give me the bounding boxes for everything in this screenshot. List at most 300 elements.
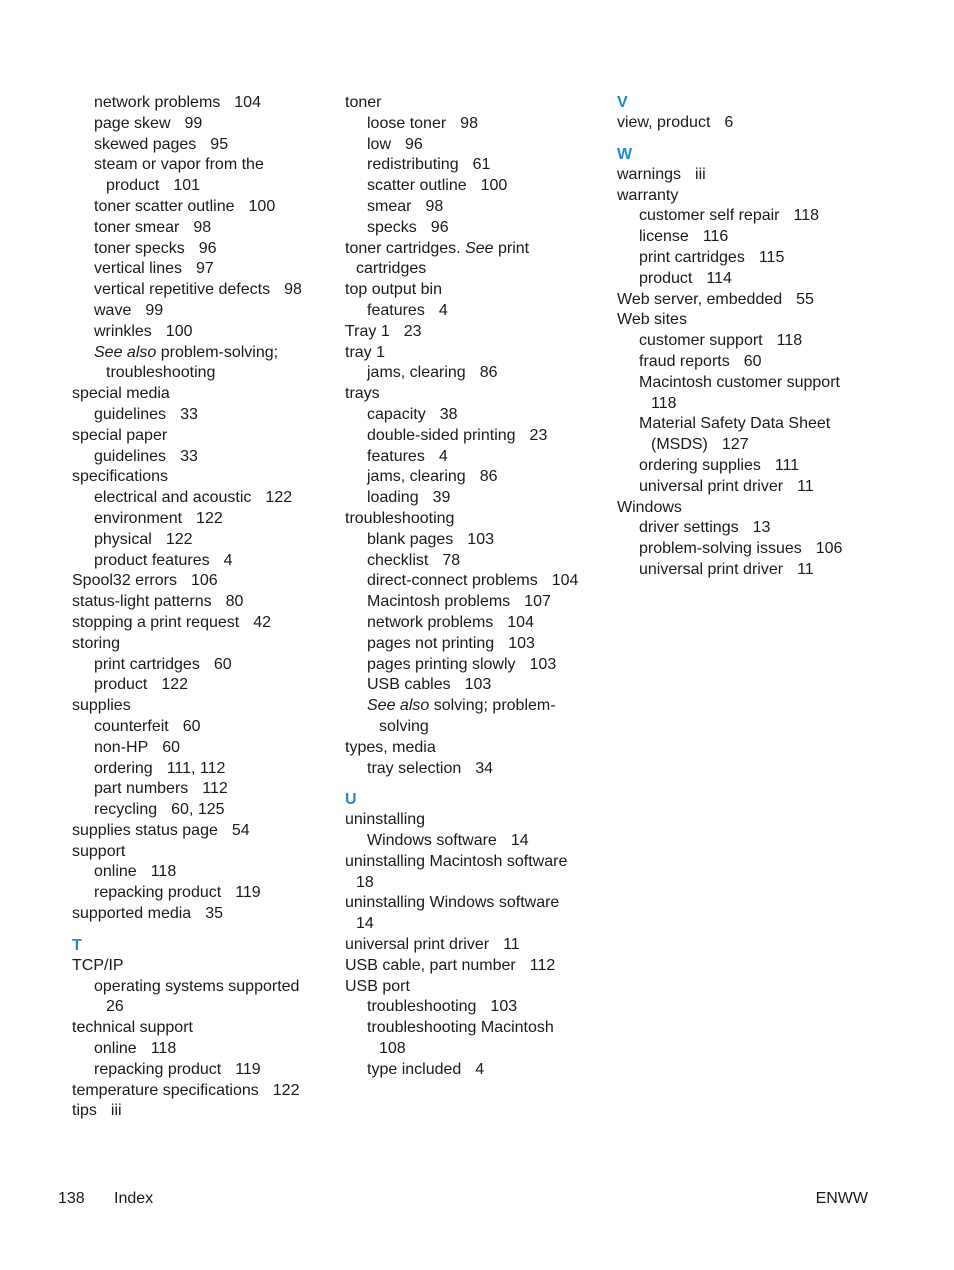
entry-text: warranty <box>617 186 679 204</box>
index-entry <box>72 1081 327 1102</box>
entry-text: uninstalling Windows software <box>345 894 560 912</box>
index-subentry <box>72 343 327 364</box>
entry-text: trays <box>345 385 380 403</box>
index-entry-continuation <box>345 873 600 894</box>
entry-text: supported media <box>72 905 192 923</box>
entry-text: Web sites <box>617 311 687 329</box>
page-reference: 61 <box>472 156 491 174</box>
index-subentry <box>345 447 600 468</box>
entry-text: counterfeit <box>94 717 169 735</box>
page-reference: 14 <box>356 915 374 933</box>
entry-text: vertical lines <box>94 260 183 278</box>
entry-text: warnings <box>617 165 682 183</box>
entry-text: product <box>639 269 693 287</box>
index-column-1 <box>72 93 327 1122</box>
entry-text: Tray 1 <box>345 322 390 340</box>
entry-text: double-sided printing <box>367 426 516 444</box>
page-reference: iii <box>695 165 706 183</box>
index-subentry <box>72 488 327 509</box>
index-subentry <box>345 405 600 426</box>
index-entry-continuation <box>345 914 600 935</box>
index-subentry <box>617 248 917 269</box>
index-subentry <box>72 759 327 780</box>
index-subentry <box>345 114 600 135</box>
entry-text: capacity <box>367 405 426 423</box>
index-subentry <box>617 414 917 435</box>
index-subentry <box>617 352 917 373</box>
page-reference: 6 <box>724 114 734 131</box>
index-entry <box>72 1101 327 1122</box>
index-entry <box>72 384 327 405</box>
page-reference: 118 <box>793 207 820 225</box>
page-reference: iii <box>110 1102 122 1120</box>
page-reference: 4 <box>438 301 448 319</box>
entry-text: jams, clearing <box>367 364 466 382</box>
page-reference: 13 <box>752 519 771 537</box>
entry-text: physical <box>94 530 152 548</box>
index-subentry <box>345 363 600 384</box>
entry-text: low <box>367 135 392 153</box>
page-reference: 103 <box>464 676 492 694</box>
index-entry-continuation <box>617 435 917 456</box>
entry-text: features <box>367 301 425 319</box>
entry-text: license <box>639 228 689 246</box>
entry-text: pages not printing <box>367 634 495 652</box>
page-reference: 98 <box>460 114 478 132</box>
page-reference: 60 <box>213 655 232 673</box>
page-reference: 11 <box>797 560 814 578</box>
index-entry <box>345 280 600 301</box>
entry-text: solving; problem- <box>433 697 556 715</box>
entry-text: top output bin <box>345 281 442 299</box>
index-subentry <box>72 197 327 218</box>
index-subentry <box>617 539 917 560</box>
page-reference: 99 <box>184 114 203 132</box>
see-also-label: See also <box>367 697 430 715</box>
entry-text: driver settings <box>639 519 739 537</box>
index-entry-continuation <box>72 176 327 197</box>
index-entry <box>72 956 327 977</box>
entry-text: specks <box>367 218 417 236</box>
page-reference: 118 <box>651 394 677 412</box>
page-reference: 100 <box>165 322 193 340</box>
page-number: 138 <box>58 1190 85 1207</box>
entry-text: universal print driver <box>639 560 784 578</box>
index-subentry <box>72 155 327 176</box>
page-reference: 97 <box>196 260 214 278</box>
index-entry <box>345 893 600 914</box>
page-reference: 39 <box>432 489 451 507</box>
index-entry-continuation <box>72 363 327 384</box>
page-reference: 14 <box>510 832 529 850</box>
page-reference: 122 <box>196 509 223 527</box>
index-subentry <box>72 322 327 343</box>
index-subentry <box>72 93 327 114</box>
entry-text: toner scatter outline <box>94 197 235 215</box>
page-reference: 108 <box>379 1040 406 1058</box>
entry-text: vertical repetitive defects <box>94 281 271 299</box>
entry-text: repacking product <box>94 1060 222 1078</box>
index-subentry <box>345 488 600 509</box>
page-reference: 33 <box>180 447 198 465</box>
page-reference: 104 <box>507 613 534 631</box>
page-reference: 60 <box>743 352 762 370</box>
entry-text: (MSDS) <box>651 436 708 454</box>
index-subentry <box>72 977 327 998</box>
page-reference: 96 <box>198 239 217 257</box>
entry-text: status-light patterns <box>72 593 212 611</box>
see-also-label: See also <box>94 343 157 361</box>
page-reference: 112 <box>202 780 228 798</box>
index-entry <box>72 634 327 655</box>
index-column-3 <box>617 93 917 581</box>
entry-text: checklist <box>367 551 429 569</box>
page-reference: 119 <box>235 884 261 902</box>
index-subentry <box>345 634 600 655</box>
entry-text: scatter outline <box>367 177 467 195</box>
page-reference: 4 <box>223 551 233 569</box>
index-subentry <box>345 426 600 447</box>
entry-text: ordering supplies <box>639 456 761 474</box>
index-entry <box>345 93 600 114</box>
entry-text: USB cable, part number <box>345 956 516 974</box>
index-subentry <box>72 218 327 239</box>
page-reference: 60, 125 <box>171 801 225 819</box>
index-entry <box>345 810 600 831</box>
index-entry <box>617 310 917 331</box>
index-subentry <box>617 227 917 248</box>
entry-text: Windows software <box>367 832 497 850</box>
index-subentry <box>345 135 600 156</box>
index-subentry <box>72 800 327 821</box>
index-subentry <box>345 696 600 717</box>
index-subentry <box>72 675 327 696</box>
index-subentry <box>72 301 327 322</box>
index-entry <box>345 977 600 998</box>
index-subentry <box>617 373 917 394</box>
page-reference: 99 <box>145 301 164 319</box>
page-reference: 100 <box>248 197 276 215</box>
entry-text: operating systems supported <box>94 977 300 995</box>
page-reference: 23 <box>403 322 422 340</box>
entry-text: uninstalling <box>345 811 426 829</box>
entry-text: problem-solving; <box>160 343 279 361</box>
page-reference: 34 <box>475 759 494 777</box>
index-subentry <box>345 1018 600 1039</box>
index-subentry <box>617 206 917 227</box>
page-reference: 95 <box>210 135 229 153</box>
index-entry <box>345 738 600 759</box>
index-subentry <box>617 477 917 498</box>
entry-text: Spool32 errors <box>72 572 177 590</box>
entry-text: Windows <box>617 498 682 516</box>
page-reference: 23 <box>529 426 548 444</box>
index-subentry <box>345 530 600 551</box>
page-reference: 103 <box>467 530 494 548</box>
index-subentry <box>72 259 327 280</box>
entry-text: page skew <box>94 114 171 132</box>
page-reference: 86 <box>479 364 498 382</box>
index-subentry <box>72 862 327 883</box>
index-entry <box>617 498 917 519</box>
index-subentry <box>617 560 917 581</box>
page-reference: 55 <box>796 290 814 308</box>
entry-text: universal print driver <box>639 477 784 495</box>
page-reference: 11 <box>503 936 520 954</box>
entry-text: guidelines <box>94 405 167 423</box>
index-entry <box>617 165 917 186</box>
page-reference: 115 <box>758 248 785 266</box>
page-reference: 122 <box>265 489 293 507</box>
page-reference: 118 <box>150 863 177 881</box>
entry-text: Macintosh customer support <box>639 373 840 391</box>
page-reference: 33 <box>180 405 198 423</box>
index-entry-continuation <box>617 394 917 415</box>
entry-text: loose toner <box>367 114 447 132</box>
page-reference: 4 <box>438 447 448 465</box>
page-reference: 96 <box>430 218 449 236</box>
index-subentry <box>72 779 327 800</box>
index-subentry <box>345 176 600 197</box>
index-entry-continuation <box>72 997 327 1018</box>
entry-text: toner <box>345 94 382 111</box>
entry-text: ordering <box>94 759 153 777</box>
index-subentry <box>345 301 600 322</box>
page-reference: 119 <box>235 1060 261 1078</box>
see-label: See <box>465 239 494 257</box>
entry-text: network problems <box>94 94 221 111</box>
index-subentry <box>617 331 917 352</box>
entry-text: skewed pages <box>94 135 197 153</box>
entry-text: TCP/IP <box>72 956 124 974</box>
index-letter-heading: W <box>617 145 633 163</box>
entry-text: product features <box>94 551 210 569</box>
entry-text: tips <box>72 1102 97 1120</box>
page-reference: 26 <box>106 998 124 1016</box>
index-entry-continuation <box>345 259 600 280</box>
index-entry <box>617 113 917 134</box>
index-entry <box>617 186 917 207</box>
entry-text: network problems <box>367 613 494 631</box>
index-subentry <box>345 467 600 488</box>
index-entry-continuation <box>345 717 600 738</box>
entry-text: wave <box>94 301 132 319</box>
page-reference: 98 <box>193 218 212 236</box>
index-entry <box>72 467 327 488</box>
entry-text: troubleshooting <box>106 364 216 382</box>
index-subentry <box>72 1060 327 1081</box>
index-subentry <box>345 592 600 613</box>
entry-text: problem-solving issues <box>639 540 802 558</box>
index-subentry <box>345 551 600 572</box>
entry-text: recycling <box>94 801 158 819</box>
entry-text: customer self repair <box>639 207 780 225</box>
index-subentry <box>72 1039 327 1060</box>
index-subentry <box>345 1060 600 1081</box>
page-reference: 127 <box>721 436 749 454</box>
page-footer <box>58 1188 868 1210</box>
entry-text: Macintosh problems <box>367 593 511 611</box>
entry-text: customer support <box>639 332 763 350</box>
index-subentry <box>345 831 600 852</box>
page-reference: 78 <box>442 551 461 569</box>
entry-text: supplies <box>72 697 131 715</box>
index-subentry <box>345 571 600 592</box>
page-reference: 107 <box>524 593 551 611</box>
index-subentry <box>345 655 600 676</box>
entry-text: jams, clearing <box>367 468 466 486</box>
index-entry <box>617 290 917 311</box>
index-entry <box>72 696 327 717</box>
entry-text: temperature specifications <box>72 1081 259 1099</box>
index-subentry <box>345 218 600 239</box>
page-reference: 60 <box>162 738 181 756</box>
entry-text: cartridges <box>356 260 427 278</box>
page-reference: 35 <box>205 905 223 923</box>
entry-text: troubleshooting <box>345 509 455 527</box>
page-reference: 111, 112 <box>166 759 226 777</box>
index-entry <box>72 592 327 613</box>
entry-text: print cartridges <box>639 248 745 266</box>
entry-text: guidelines <box>94 447 167 465</box>
page-reference: 98 <box>284 281 302 299</box>
entry-text: Web server, embedded <box>617 290 783 308</box>
entry-text: redistributing <box>367 156 459 174</box>
page-reference: 106 <box>815 540 843 558</box>
page-reference: 122 <box>272 1081 300 1099</box>
entry-text: uninstalling Macintosh software <box>345 852 568 870</box>
index-entry <box>345 343 600 364</box>
index-subentry <box>345 759 600 780</box>
page-reference: 122 <box>161 676 189 694</box>
index-subentry <box>72 551 327 572</box>
index-letter-heading: U <box>345 791 357 809</box>
index-entry <box>345 956 600 977</box>
page-reference: 114 <box>706 269 732 287</box>
index-entry <box>345 239 600 260</box>
index-subentry <box>72 509 327 530</box>
index-entry <box>72 842 327 863</box>
page-reference: 80 <box>225 593 244 611</box>
page-reference: 11 <box>797 477 814 495</box>
index-subentry <box>72 717 327 738</box>
index-subentry <box>72 738 327 759</box>
index-entry-continuation <box>345 1039 600 1060</box>
index-entry <box>72 426 327 447</box>
page-reference: 104 <box>234 94 261 111</box>
index-subentry <box>617 456 917 477</box>
page-reference: 4 <box>475 1060 485 1078</box>
page-reference: 60 <box>182 717 201 735</box>
entry-text: pages printing slowly <box>367 655 516 673</box>
index-subentry <box>72 114 327 135</box>
entry-text: environment <box>94 509 183 527</box>
index-subentry <box>617 518 917 539</box>
entry-text: direct-connect problems <box>367 572 538 590</box>
entry-text: troubleshooting <box>367 998 477 1016</box>
page-reference: 38 <box>439 405 458 423</box>
entry-text: fraud reports <box>639 352 730 370</box>
entry-text: wrinkles <box>94 322 152 340</box>
entry-text: type included <box>367 1060 462 1078</box>
page-reference: 96 <box>405 135 423 153</box>
entry-text: types, media <box>345 738 436 756</box>
page-reference: 86 <box>479 468 498 486</box>
entry-text: view, product <box>617 114 711 131</box>
index-entry <box>72 571 327 592</box>
index-letter-heading: V <box>617 94 628 111</box>
entry-text: specifications <box>72 468 169 486</box>
index-subentry <box>72 405 327 426</box>
document-code: ENWW <box>815 1190 868 1207</box>
entry-text: blank pages <box>367 530 454 548</box>
entry-text: part numbers <box>94 780 189 798</box>
index-column-2 <box>345 93 600 1081</box>
index-subentry <box>72 883 327 904</box>
index-subentry <box>345 675 600 696</box>
page-reference: 18 <box>356 873 374 891</box>
index-entry <box>72 904 327 925</box>
index-subentry <box>72 447 327 468</box>
page-reference: 116 <box>702 228 729 246</box>
index-entry <box>345 322 600 343</box>
entry-text: product <box>106 177 160 195</box>
entry-text-after: print <box>497 239 530 257</box>
index-subentry <box>72 239 327 260</box>
index-subentry <box>617 269 917 290</box>
page-reference: 54 <box>231 821 250 839</box>
page-reference: 106 <box>190 572 218 590</box>
entry-text: stopping a print request <box>72 613 240 631</box>
entry-text: features <box>367 447 425 465</box>
entry-text: universal print driver <box>345 936 490 954</box>
index-entry <box>345 935 600 956</box>
page-reference: 103 <box>490 998 518 1016</box>
page-reference: 103 <box>508 634 535 652</box>
entry-text: toner smear <box>94 218 180 236</box>
index-entry <box>72 613 327 634</box>
index-subentry <box>72 135 327 156</box>
entry-text: toner specks <box>94 239 185 257</box>
index-entry <box>72 1018 327 1039</box>
index-subentry <box>345 197 600 218</box>
entry-text: special paper <box>72 426 168 444</box>
entry-text: support <box>72 842 126 860</box>
index-entry <box>345 852 600 873</box>
entry-text: electrical and acoustic <box>94 489 252 507</box>
index-subentry <box>345 997 600 1018</box>
index-entry <box>72 821 327 842</box>
entry-text: tray 1 <box>345 343 386 361</box>
entry-text: product <box>94 676 148 694</box>
page-reference: 98 <box>425 197 444 215</box>
entry-text: special media <box>72 385 170 403</box>
page-reference: 104 <box>551 572 579 590</box>
page-reference: 118 <box>150 1040 177 1058</box>
entry-text: non-HP <box>94 738 149 756</box>
index-subentry <box>345 613 600 634</box>
entry-text: toner cartridges. <box>345 239 461 257</box>
page-reference: 100 <box>480 177 508 195</box>
section-name: Index <box>114 1190 154 1207</box>
entry-text: storing <box>72 634 121 652</box>
page-reference: 101 <box>173 177 201 195</box>
entry-text: repacking product <box>94 884 222 902</box>
page-reference: 118 <box>776 332 803 350</box>
entry-text: troubleshooting Macintosh <box>367 1019 554 1037</box>
entry-text: USB port <box>345 977 410 995</box>
index-letter-heading: T <box>72 936 82 954</box>
